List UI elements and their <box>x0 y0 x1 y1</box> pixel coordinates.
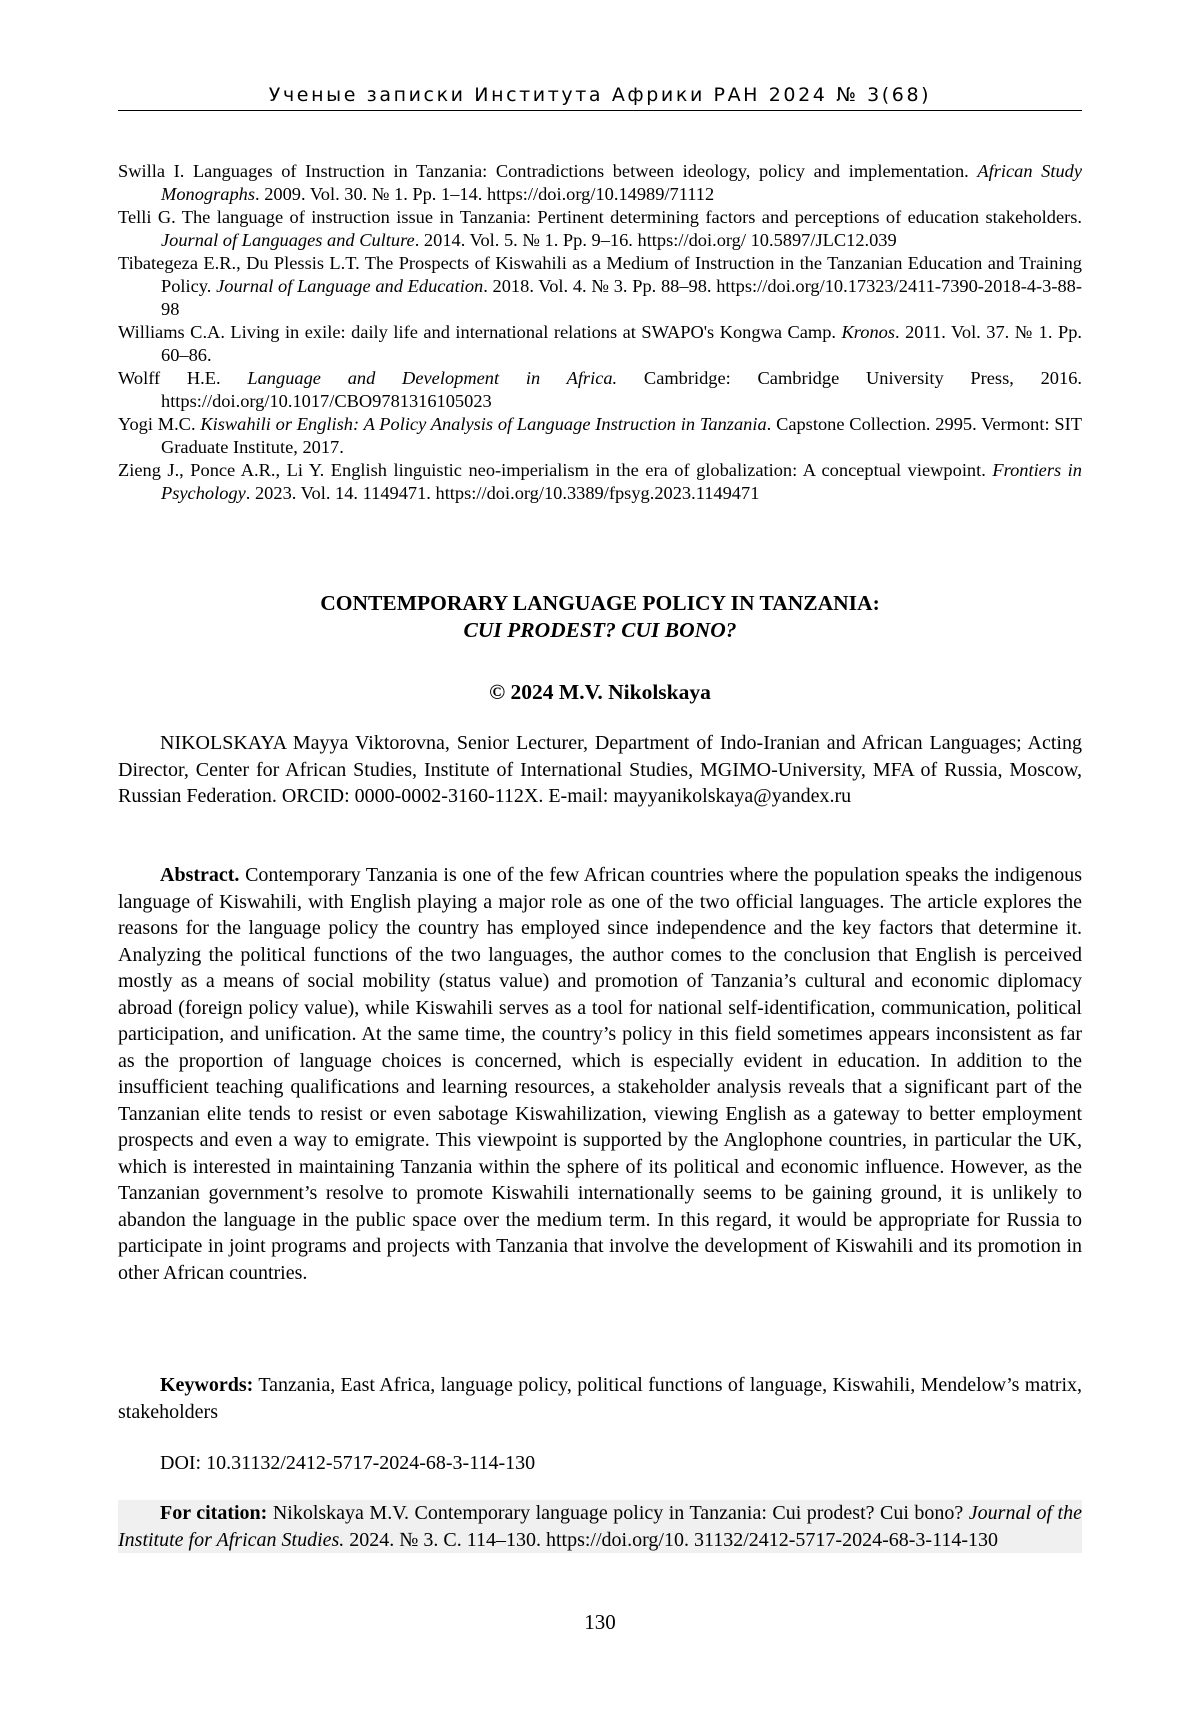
reference-authors: Wolff H.E. <box>118 368 221 388</box>
citation-text: Nikolskaya M.V. Contemporary language policy in Tanzania: Cui prodest? Cui bono? <box>267 1502 969 1524</box>
reference-item <box>118 321 1082 367</box>
reference-title: English linguistic neo-imperialism in the era of globalization: A conceptual viewpoint. <box>324 460 993 480</box>
reference-list <box>118 160 1082 505</box>
citation-label: For citation: <box>160 1502 268 1524</box>
doi <box>118 1450 1082 1477</box>
reference-journal: Journal of Language and Education <box>216 276 484 296</box>
reference-journal: Language and Development in Africa. <box>247 368 618 388</box>
reference-details: . 2011. Vol. 37. № 1. Pp. 60–86. <box>161 322 1082 365</box>
article-title-main: CONTEMPORARY LANGUAGE POLICY IN TANZANIA: <box>320 591 880 615</box>
reference-item <box>118 367 1082 413</box>
reference-details: . Capstone Collection. 2995. Vermont: SIT Graduate Institute, 2017. <box>161 414 1082 457</box>
article-title <box>118 590 1082 644</box>
reference-journal: African Study Monographs <box>161 161 1083 204</box>
reference-authors: Swilla I. <box>118 161 185 181</box>
abstract-paragraph <box>118 862 1082 1286</box>
reference-authors: Williams C.A. <box>118 322 225 342</box>
reference-authors: Telli G. <box>118 207 176 227</box>
reference-item <box>118 413 1082 459</box>
page-number: 130 <box>584 1610 616 1634</box>
reference-journal: Frontiers in Psychology <box>161 460 1082 503</box>
doi-text: DOI: 10.31132/2412-5717-2024-68-3-114-130 <box>160 1452 536 1474</box>
author-info <box>118 730 1082 810</box>
citation-paragraph <box>118 1500 1082 1553</box>
reference-journal: Kiswahili or English: A Policy Analysis of Language Instruction in Tanzania <box>200 414 767 434</box>
keywords-text: Tanzania, East Africa, language policy, political functions of language, Kiswahili, Mendelow’s matrix, stakeholders <box>118 1374 1082 1423</box>
reference-item <box>118 160 1082 206</box>
keywords-label: Keywords: <box>160 1374 254 1396</box>
reference-title: The Prospects of Kiswahili as a Medium of Instruction in the Tanzanian Education and Training Policy. <box>161 253 1082 296</box>
article-title-subtitle: CUI PRODEST? CUI BONO? <box>463 618 737 642</box>
running-header: Ученые записки Института Африки РАН 2024 № 3(68) <box>268 84 932 106</box>
abstract-text: Contemporary Tanzania is one of the few African countries where the population speaks the indigenous language of Kiswahili, with English playing a major role as one of the two official languages. The article explores the reasons for the language policy the country has employed since independence and the key factors that determine it. Analyzing the political functions of the two languages, the author comes to the conclusion that English is perceived mostly as a means of social mobility (status value) and promotion of Tanzania’s cultural and economic diplomacy abroad (foreign policy value), while Kiswahili serves as a tool for national self-identification, communication, political participation, and unification. At the same time, the country’s policy in this field sometimes appears inconsistent as far as the proportion of language choices is concerned, which is especially evident in education. In addition to the insufficient teaching qualifications and learning resources, a stakeholder analysis reveals that a significant part of the Tanzanian elite tends to resist or even sabotage Kiswahilization, viewing English as a gateway to better employment prospects and even a way to emigrate. This viewpoint is supported by the Anglophone countries, in particular the UK, which is interested in maintaining Tanzania within the sphere of its political and economic influence. However, as the Tanzanian government’s resolve to promote Kiswahili internationally seems to be gaining ground, it is unlikely to abandon the language in the public space over the medium term. In this regard, it would be appropriate for Russia to participate in joint programs and projects with Tanzania that involve the development of Kiswahili and its promotion in other African countries. <box>118 864 1082 1284</box>
reference-title: Languages of Instruction in Tanzania: Contradictions between ideology, policy and implementation. <box>184 161 978 181</box>
author-info-text: NIKOLSKAYA Mayya Viktorovna, Senior Lecturer, Department of Indo-Iranian and African Languages; Acting Director, Center for African Studies, Institute of International Studies, MGIMO-University, MFA of Russia, Moscow, Russian Federation. ORCID: 0000-0002-3160-112X. E-mail: mayyanikolskaya@yandex.ru <box>118 732 1082 807</box>
reference-details: . 2023. Vol. 14. 1149471. https://doi.org/10.3389/fpsyg.2023.1149471 <box>245 483 760 503</box>
reference-authors: Yogi M.C. <box>118 414 196 434</box>
reference-item <box>118 206 1082 252</box>
reference-journal: Kronos <box>841 322 896 342</box>
reference-title <box>221 368 248 388</box>
reference-details: . 2014. Vol. 5. № 1. Pp. 9–16. https://doi.org/ 10.5897/JLC12.039 <box>414 230 897 250</box>
reference-item <box>118 459 1082 505</box>
reference-journal: Journal of Languages and Culture <box>161 230 415 250</box>
keywords <box>118 1372 1082 1425</box>
header-rule <box>118 110 1082 111</box>
abstract-label: Abstract. <box>160 864 240 886</box>
citation-journal: Journal of the Institute for African Studies. <box>118 1502 1082 1551</box>
reference-details: . 2009. Vol. 30. № 1. Pp. 1–14. https://doi.org/10.14989/71112 <box>255 184 715 204</box>
reference-title: Living in exile: daily life and international relations at SWAPO's Kongwa Camp. <box>224 322 842 342</box>
reference-title: The language of instruction issue in Tanzania: Pertinent determining factors and perceptions of education stakeholders. <box>175 207 1082 227</box>
reference-item <box>118 252 1082 321</box>
citation-box <box>118 1500 1082 1553</box>
reference-details: . 2018. Vol. 4. № 3. Pp. 88–98. https://doi.org/10.17323/2411-7390-2018-4-3-88-98 <box>161 276 1082 319</box>
reference-authors: Tibategeza E.R., Du Plessis L.T. <box>118 253 360 273</box>
reference-details: Cambridge: Cambridge University Press, 2016. https://doi.org/10.1017/CBO9781316105023 <box>161 368 1082 411</box>
article-byline: © 2024 M.V. Nikolskaya <box>489 680 711 704</box>
keywords-paragraph <box>118 1372 1082 1425</box>
citation-details: 2024. № 3. C. 114–130. https://doi.org/10. 31132/2412-5717-2024-68-3-114-130 <box>344 1528 998 1551</box>
reference-authors: Zieng J., Ponce A.R., Li Y. <box>118 460 325 480</box>
abstract <box>118 862 1082 1286</box>
